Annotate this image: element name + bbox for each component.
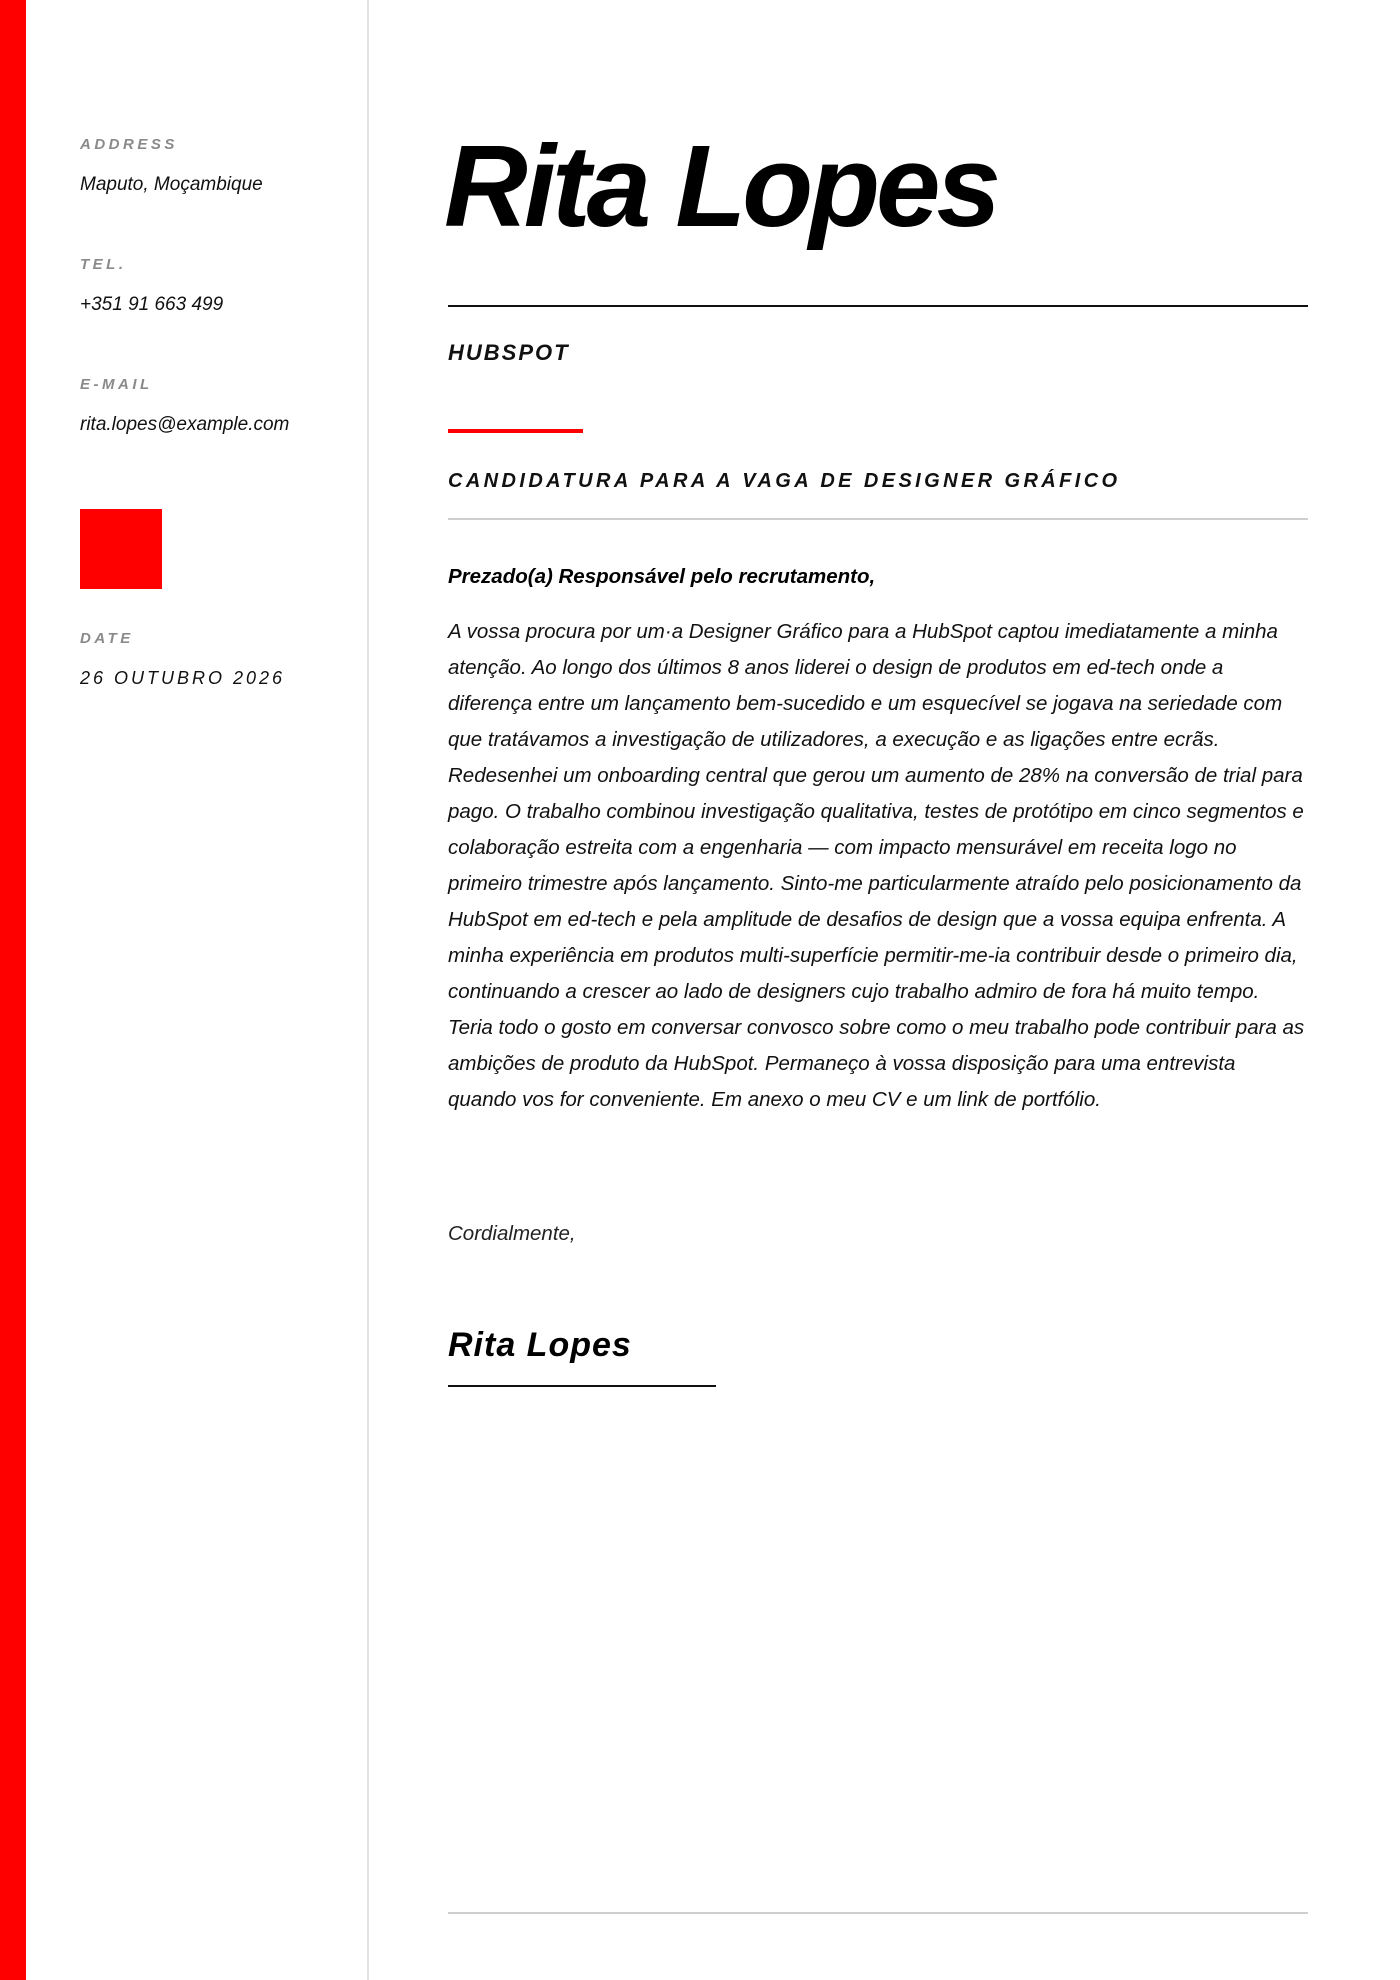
sidebar-divider	[367, 0, 369, 1980]
letter-subject: CANDIDATURA PARA A VAGA DE DESIGNER GRÁFICO	[448, 470, 1121, 492]
salutation: Prezado(a) Responsável pelo recrutamento,	[448, 565, 876, 588]
applicant-name: Rita Lopes	[444, 121, 997, 251]
letter-body: A vossa procura por um·a Designer Gráfico para a HubSpot captou imediatamente a minha atenção. Ao longo dos últimos 8 anos liderei o design de produtos em ed-tech onde a diferença entre um lançamento bem-sucedido e um esquecível se jogava na seriedade com que tratávamos a investigação de utilizadores, a execução e as ligações entre ecrãs. Redesenhei um onboarding central que gerou um aumento de 28% na conversão de trial para pago. O trabalho combinou investigação qualitativa, testes de protótipo em cinco segmentos e colaboração estreita com a engenharia — com impacto mensurável em receita logo no primeiro trimestre após lançamento. Sinto-me particularmente atraído pelo posicionamento da HubSpot em ed-tech e pela amplitude de desafios de design que a vossa equipa enfrenta. A minha experiência em produtos multi-superfície permitir-me-ia contribuir desde o primeiro dia, continuando a crescer ao lado de designers cujo trabalho admiro de fora há muito tempo. Teria todo o gosto em conversar convosco sobre como o meu trabalho pode contribuir para as ambições de produto da HubSpot. Permaneço à vossa disposição para uma entrevista quando vos for conveniente. Em anexo o meu CV e um link de portfólio.	[448, 620, 1305, 1111]
date-value: 26 OUTUBRO 2026	[80, 668, 286, 688]
date-label: DATE	[80, 630, 134, 647]
subject-rule	[448, 518, 1308, 520]
signature: Rita Lopes	[448, 1326, 632, 1364]
signature-rule	[448, 1385, 716, 1387]
email-label: E-MAIL	[80, 376, 153, 393]
red-accent-rule	[448, 429, 583, 433]
company-name: HUBSPOT	[448, 340, 570, 365]
email-value: rita.lopes@example.com	[80, 414, 290, 435]
footer-rule	[448, 1912, 1308, 1914]
address-label: ADDRESS	[80, 136, 178, 153]
red-square-decoration	[80, 509, 162, 589]
tel-value: +351 91 663 499	[80, 294, 224, 315]
accent-bar	[0, 0, 26, 1980]
tel-label: TEL.	[80, 256, 127, 273]
header-rule	[448, 305, 1308, 307]
address-value: Maputo, Moçambique	[80, 174, 263, 195]
closing: Cordialmente,	[448, 1222, 576, 1245]
